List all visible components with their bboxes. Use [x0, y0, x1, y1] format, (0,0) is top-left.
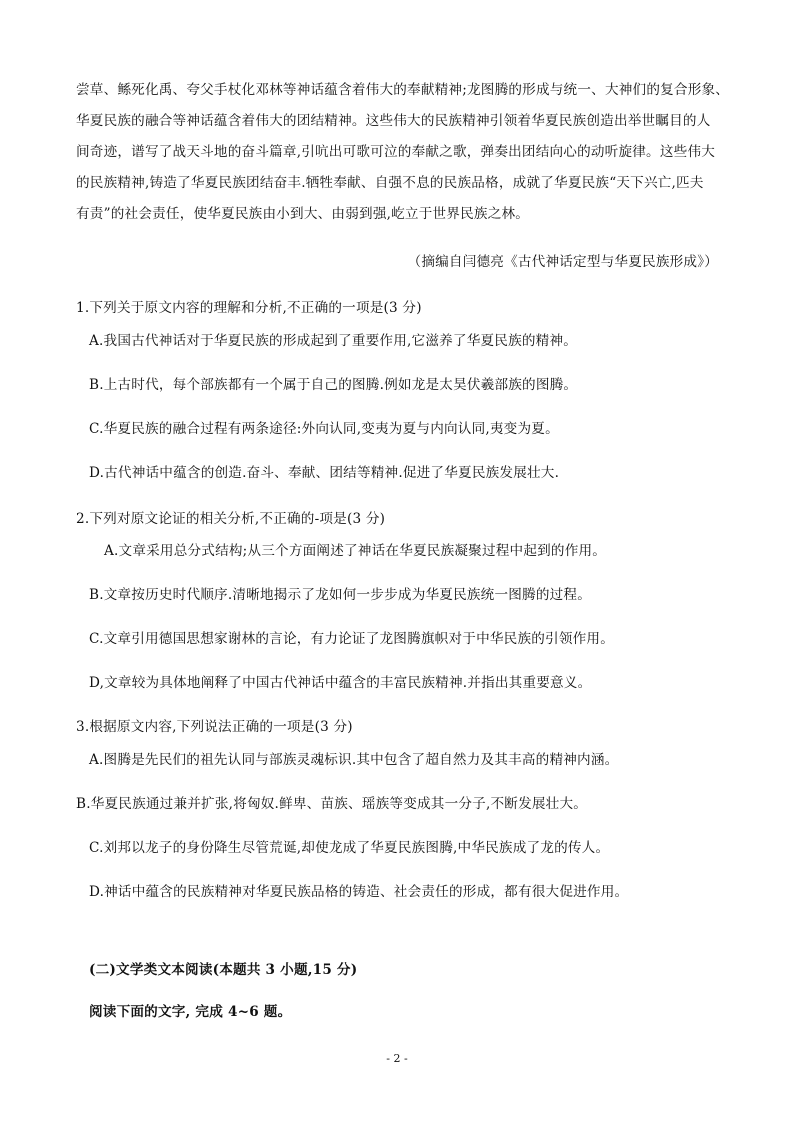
question-3-option-b: B.华夏民族通过兼并扩张,将匈奴.鲜卑、苗族、瑶族等变成其一分子,不断发展壮大。 — [76, 796, 588, 812]
question-3-option-a: A.图腾是先民们的祖先认同与部族灵魂标识.其中包含了超自然力及其丰高的精神内涵。 — [89, 752, 619, 768]
passage-line-1: 尝草、鲧死化禹、夸父手杖化邓林等神话蕴含着伟大的奉献精神;龙图腾的形成与统一、大神们的复合形象、 — [76, 82, 730, 98]
question-2-option-a: A.文章采用总分式结构;从三个方面阐述了神话在华夏民族凝聚过程中起到的作用。 — [104, 543, 607, 559]
question-1-option-a: A.我国古代神话对于华夏民族的形成起到了重要作用,它滋养了华夏民族的精神。 — [89, 333, 578, 349]
question-2-stem: 2.下列对原文论证的相关分析,不正确的-项是(3 分) — [76, 511, 386, 527]
passage-line-2: 华夏民族的融合等神话蕴含着伟大的团结精神。这些伟大的民族精神引领着华夏民族创造出举世瞩目的人 — [76, 113, 711, 129]
passage-line-4: 的民族精神,铸造了华夏民族团结奋丰.牺牲奉献、自强不息的民族品格，成就了华夏民族“天下兴亡,匹夫 — [76, 175, 704, 191]
section-instruction: 阅读下面的文字, 完成 4~6 题。 — [89, 1004, 292, 1020]
question-3-option-d: D.神话中蕴含的民族精神对华夏民族品格的铸造、社会责任的形成，都有很大促进作用。 — [89, 884, 629, 900]
question-2-option-b: B.文章按历史时代顺序.清晰地揭示了龙如何一步步成为华夏民族统一图腾的过程。 — [89, 587, 592, 603]
question-1-stem: 1.下列关于原文内容的理解和分析,不正确的一项是(3 分) — [76, 300, 422, 316]
question-2-option-d: D,文章较为具体地阐释了中国古代神话中蕴含的丰富民族精神.并指出其重要意义。 — [89, 675, 592, 691]
question-3-stem: 3.根据原文内容,下列说法正确的一项是(3 分) — [76, 719, 353, 735]
question-1-option-c: C.华夏民族的融合过程有两条途径:外向认同,变夷为夏与内向认同,夷变为夏。 — [89, 421, 559, 437]
question-2-option-c: C.文章引用德国思想家谢林的言论，有力论证了龙图腾旗帜对于中华民族的引领作用。 — [89, 631, 615, 647]
passage-line-3: 间奇迹，谱写了战天斗地的奋斗篇章,引吭出可歌可泣的奉献之歌，弹奏出团结向心的动听旋律。这些伟大 — [76, 144, 716, 160]
page-number: - 2 - — [386, 1052, 408, 1065]
section-heading: (二)文学类文本阅读(本题共 3 小题,15 分) — [89, 962, 358, 978]
passage-source: （摘编自闫德亮《古代神话定型与华夏民族形成》） — [407, 254, 718, 270]
question-3-option-c: C.刘邦以龙子的身份降生尽管荒诞,却使龙成了华夏民族图腾,中华民族成了龙的传人。 — [89, 840, 610, 856]
passage-line-5: 有责”的社会责任，使华夏民族由小到大、由弱到强,屹立于世界民族之林。 — [76, 206, 530, 222]
question-1-option-d: D.古代神话中蕴含的创造.奋斗、奉献、团结等精神.促进了华夏民族发展壮大. — [89, 465, 560, 481]
question-1-option-b: B.上古时代，每个部族都有一个属于自己的图腾.例如龙是太昊伏羲部族的图腾。 — [89, 377, 578, 393]
